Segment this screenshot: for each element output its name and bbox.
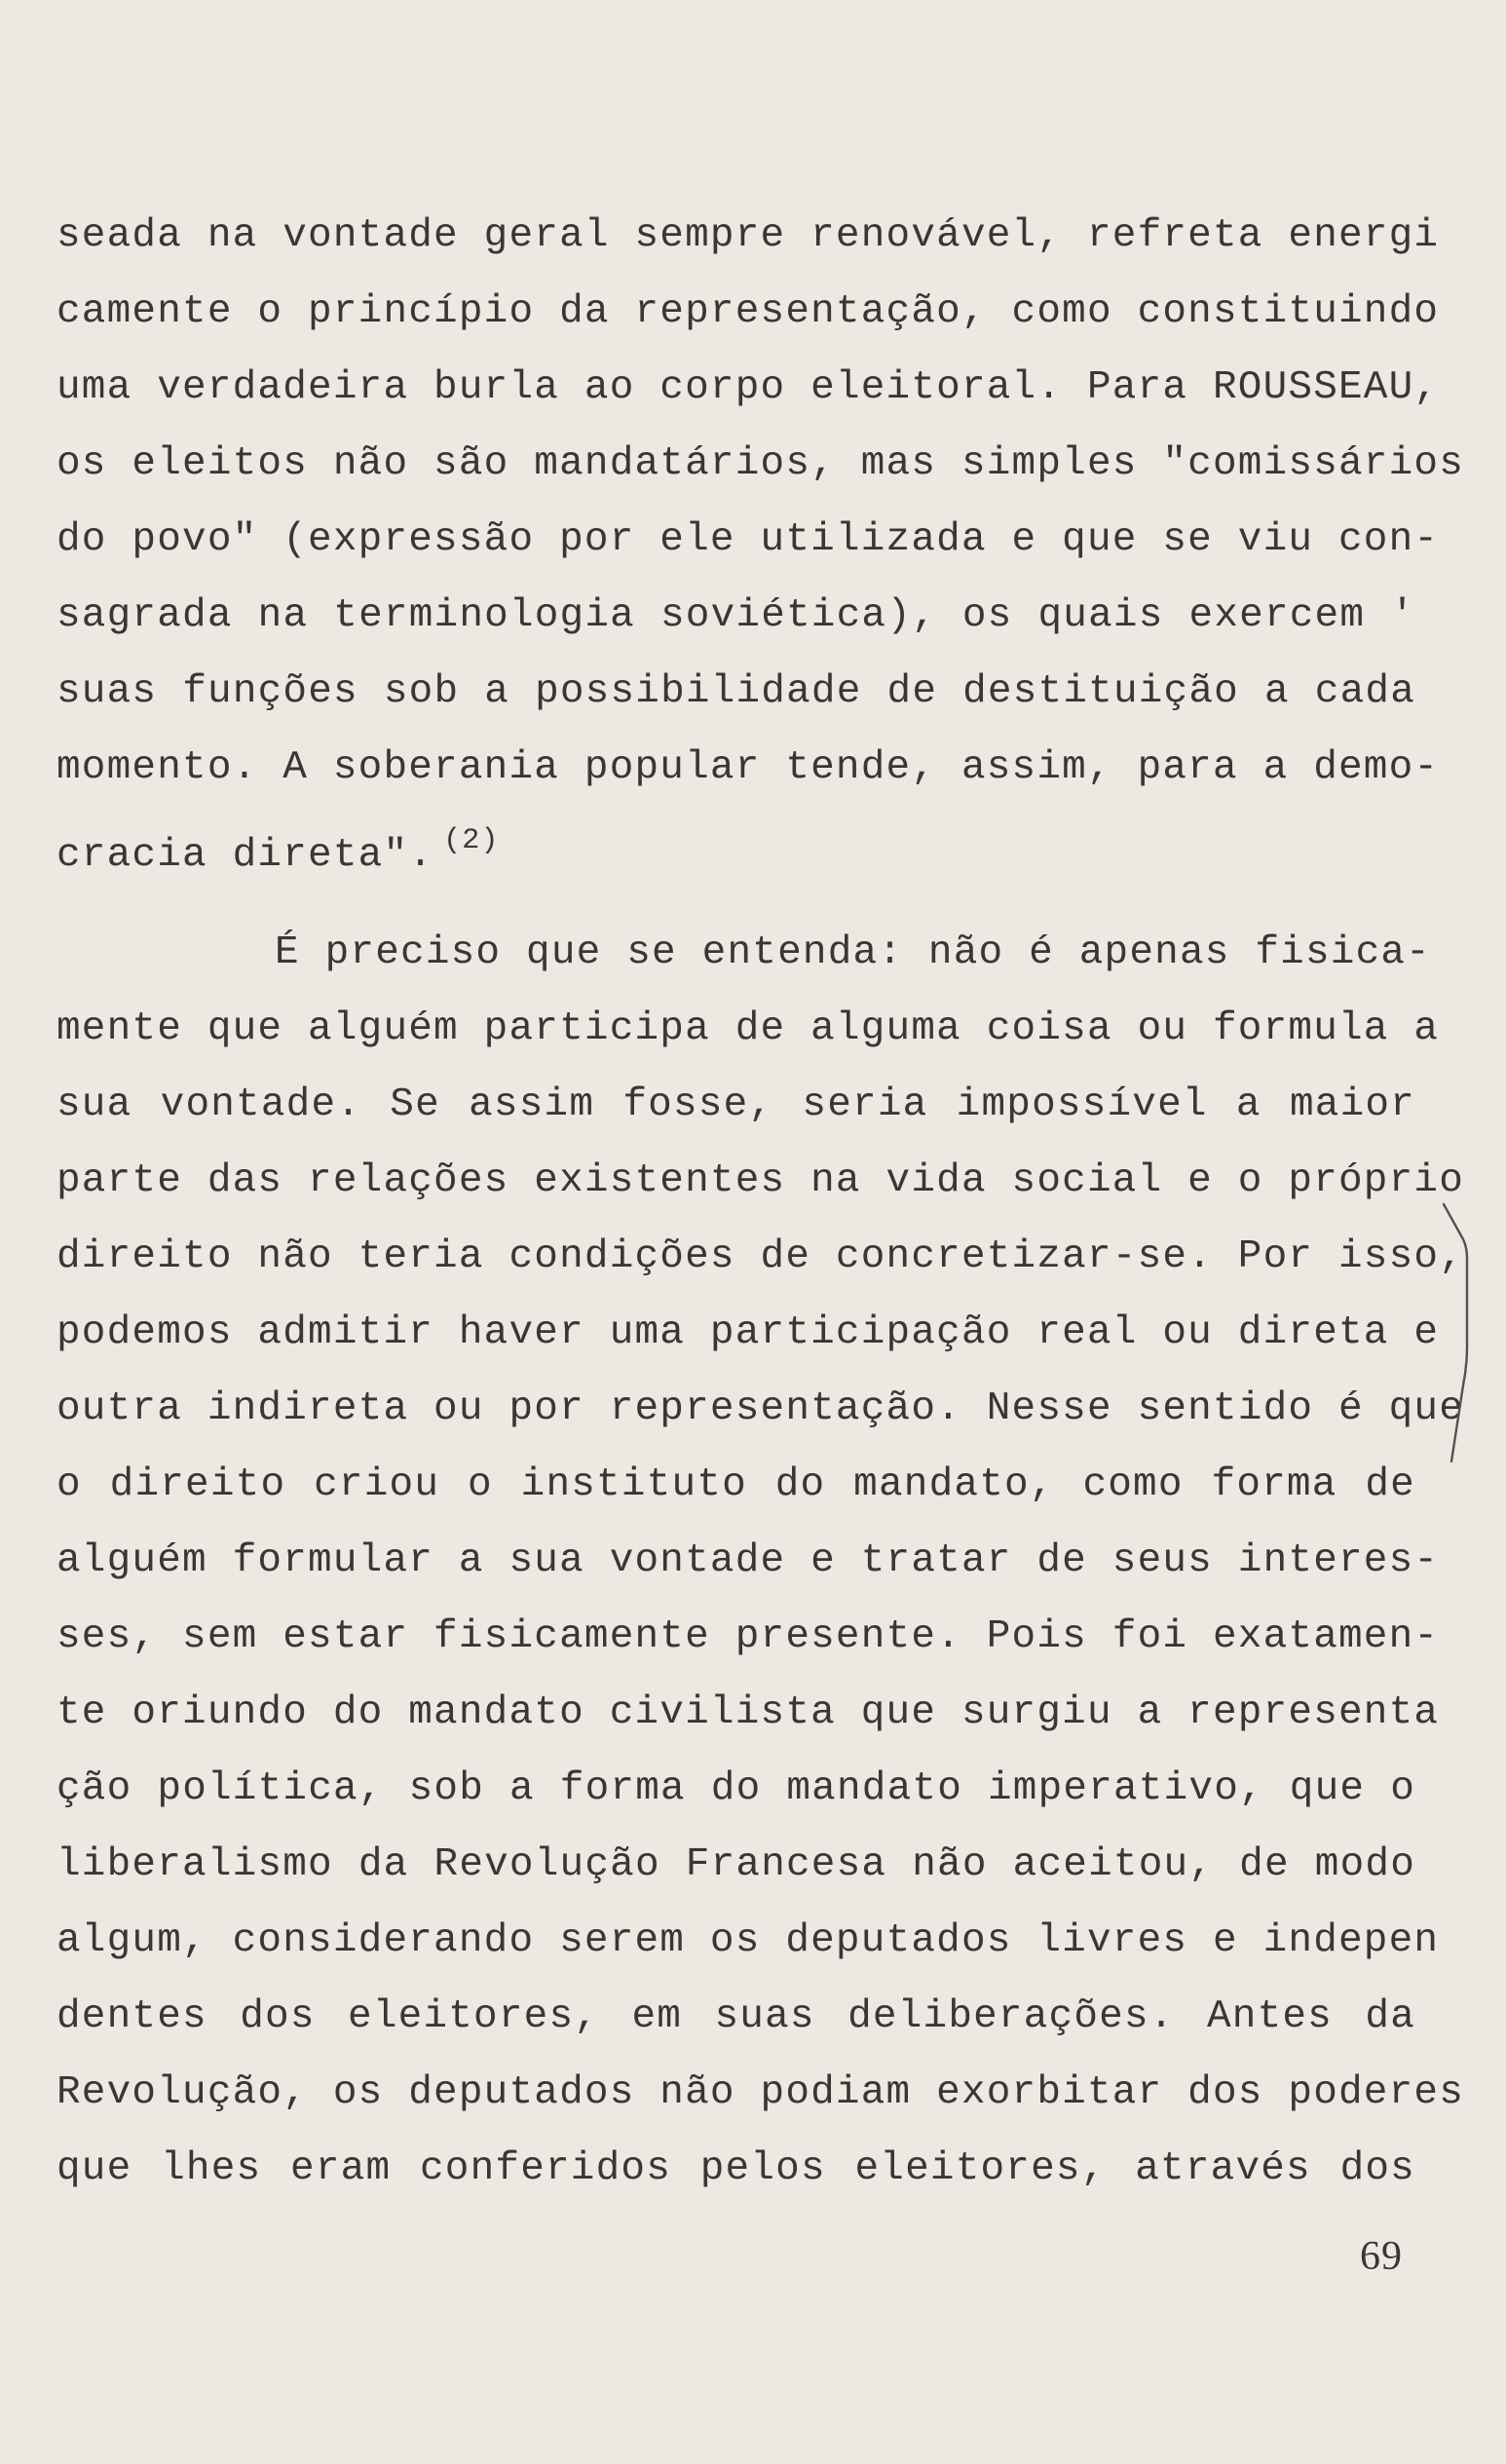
text-line: parte das relações existentes na vida social e o próprio bbox=[56, 1158, 1465, 1203]
text-line: uma verdadeira burla ao corpo eleitoral. Para ROUSSEAU, bbox=[56, 365, 1440, 410]
text-line: outra indireta ou por representação. Nesse sentido é que bbox=[56, 1386, 1465, 1431]
text-line: sua vontade. Se assim fosse, seria impossível a maior bbox=[56, 1082, 1415, 1127]
text-line: mente que alguém participa de alguma coisa ou formula a bbox=[56, 1006, 1440, 1051]
text-line: seada na vontade geral sempre renovável, refreta energi bbox=[56, 213, 1440, 258]
text-line: algum, considerando serem os deputados livres e indepen bbox=[56, 1918, 1440, 1963]
text-line: o direito criou o instituto do mandato, como forma de bbox=[56, 1462, 1415, 1507]
text-line: liberalismo da Revolução Francesa não aceitou, de modo bbox=[56, 1842, 1415, 1887]
text-line: alguém formular a sua vontade e tratar de seus interes- bbox=[56, 1538, 1440, 1583]
text-line: suas funções sob a possibilidade de destituição a cada bbox=[56, 669, 1415, 714]
text-line: camente o princípio da representação, como constituindo bbox=[56, 289, 1440, 334]
text-line: direito não teria condições de concretizar-se. Por isso, bbox=[56, 1234, 1465, 1279]
text-line: podemos admitir haver uma participação real ou direta e bbox=[56, 1310, 1440, 1355]
line-text: cracia direta". bbox=[56, 833, 434, 878]
footnote-reference: (2) bbox=[443, 824, 500, 857]
text-line: ção política, sob a forma do mandato imperativo, que o bbox=[56, 1766, 1415, 1811]
text-line: ses, sem estar fisicamente presente. Pois foi exatamen- bbox=[56, 1614, 1440, 1659]
text-line: Revolução, os deputados não podiam exorbitar dos poderes bbox=[56, 2070, 1465, 2115]
text-line: que lhes eram conferidos pelos eleitores, através dos bbox=[56, 2146, 1415, 2191]
page-number: 69 bbox=[1360, 2234, 1403, 2279]
margin-bracket-mark bbox=[1442, 1200, 1481, 1473]
text-line: do povo" (expressão por ele utilizada e que se viu con- bbox=[56, 517, 1440, 562]
text-line: os eleitos não são mandatários, mas simples "comissários bbox=[56, 441, 1465, 486]
text-line: momento. A soberania popular tende, assim, para a demo- bbox=[56, 745, 1440, 790]
text-line-indented: É preciso que se entenda: não é apenas fisica- bbox=[275, 930, 1431, 975]
text-line: sagrada na terminologia soviética), os quais exercem ' bbox=[56, 593, 1415, 638]
text-line: te oriundo do mandato civilista que surgiu a representa bbox=[56, 1690, 1440, 1735]
text-line: dentes dos eleitores, em suas deliberações. Antes da bbox=[56, 1994, 1415, 2039]
text-line-last bbox=[56, 826, 500, 876]
